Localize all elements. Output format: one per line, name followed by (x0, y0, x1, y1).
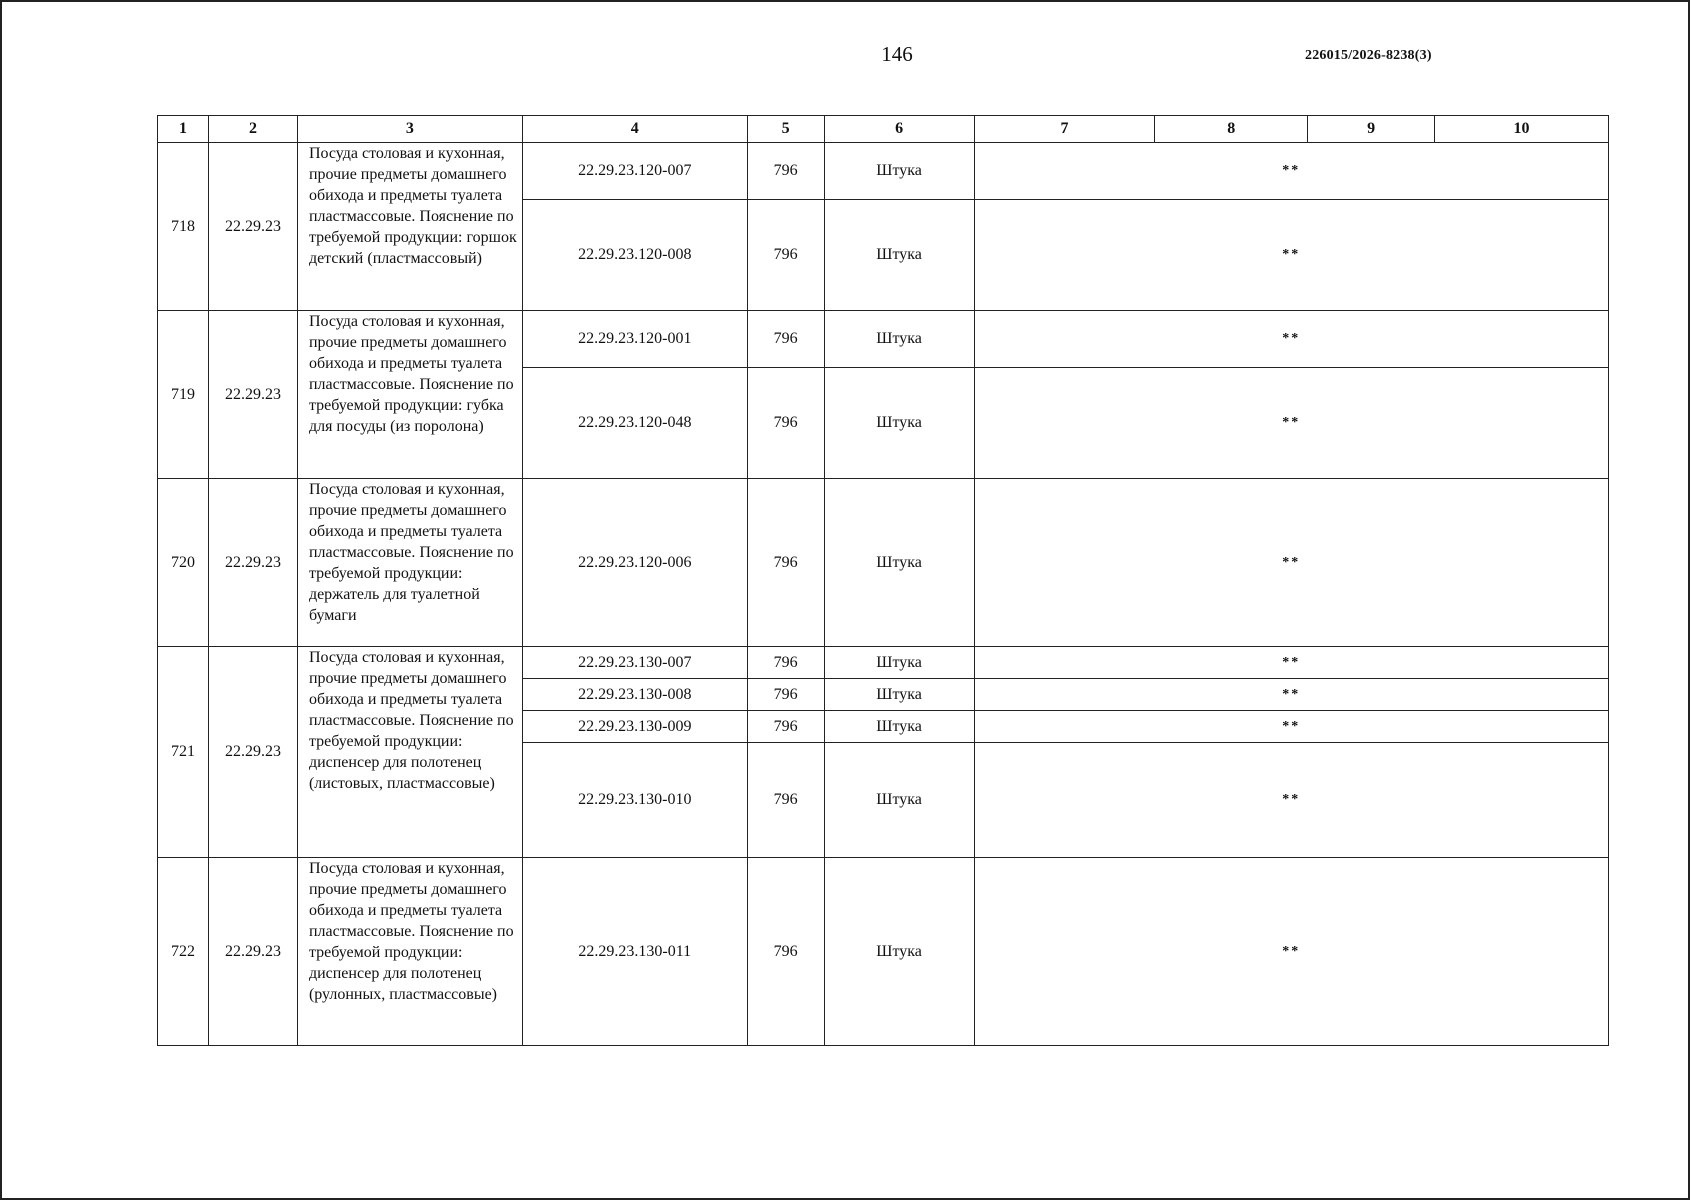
characteristics-mark: ** (974, 479, 1608, 647)
column-header-5: 5 (747, 116, 824, 143)
unit-name: Штука (824, 143, 974, 200)
unit-name: Штука (824, 743, 974, 858)
ktru-code: 22.29.23.130-011 (522, 858, 747, 1046)
characteristics-mark: ** (974, 143, 1608, 200)
row-number: 718 (158, 143, 209, 311)
characteristics-mark: ** (974, 311, 1608, 368)
document-reference: 226015/2026-8238(3) (1305, 48, 1432, 63)
ktru-code: 22.29.23.130-010 (522, 743, 747, 858)
table-row (158, 479, 1609, 647)
row-number: 721 (158, 647, 209, 858)
okei-code: 796 (747, 743, 824, 858)
column-header-10: 10 (1435, 116, 1609, 143)
column-header-4: 4 (522, 116, 747, 143)
characteristics-mark: ** (974, 743, 1608, 858)
table-row (158, 143, 1609, 200)
okei-code: 796 (747, 368, 824, 479)
column-header-8: 8 (1155, 116, 1308, 143)
okei-code: 796 (747, 200, 824, 311)
characteristics-mark: ** (974, 711, 1608, 743)
characteristics-mark: ** (974, 858, 1608, 1046)
unit-name: Штука (824, 711, 974, 743)
column-header-9: 9 (1308, 116, 1435, 143)
table-row (158, 647, 1609, 679)
characteristics-mark: ** (974, 368, 1608, 479)
table-row (158, 858, 1609, 1046)
column-header-7: 7 (974, 116, 1155, 143)
okei-code: 796 (747, 679, 824, 711)
ktru-code: 22.29.23.130-009 (522, 711, 747, 743)
okei-code: 796 (747, 858, 824, 1046)
unit-name: Штука (824, 368, 974, 479)
okei-code: 796 (747, 311, 824, 368)
product-description: Посуда столовая и кухонная, прочие предметы домашнего обихода и предметы туалета пластмассовые. Пояснение по требуемой продукции: губка для посуды (из поролона) (297, 311, 522, 479)
product-description: Посуда столовая и кухонная, прочие предметы домашнего обихода и предметы туалета пластмассовые. Пояснение по требуемой продукции: горшок детский (пластмассовый) (297, 143, 522, 311)
header-row (158, 116, 1609, 143)
ktru-code: 22.29.23.120-008 (522, 200, 747, 311)
ktru-code: 22.29.23.130-007 (522, 647, 747, 679)
characteristics-mark: ** (974, 647, 1608, 679)
okpd-code: 22.29.23 (208, 143, 297, 311)
column-header-1: 1 (158, 116, 209, 143)
table-row (158, 311, 1609, 368)
characteristics-mark: ** (974, 200, 1608, 311)
unit-name: Штука (824, 200, 974, 311)
unit-name: Штука (824, 479, 974, 647)
row-number: 722 (158, 858, 209, 1046)
okpd-code: 22.29.23 (208, 647, 297, 858)
row-number: 719 (158, 311, 209, 479)
product-description: Посуда столовая и кухонная, прочие предметы домашнего обихода и предметы туалета пластмассовые. Пояснение по требуемой продукции: диспенсер для полотенец (листовых, пластмассовые) (297, 647, 522, 858)
unit-name: Штука (824, 647, 974, 679)
ktru-code: 22.29.23.120-001 (522, 311, 747, 368)
okpd-code: 22.29.23 (208, 311, 297, 479)
okei-code: 796 (747, 711, 824, 743)
ktru-code: 22.29.23.130-008 (522, 679, 747, 711)
okei-code: 796 (747, 479, 824, 647)
unit-name: Штука (824, 858, 974, 1046)
ktru-code: 22.29.23.120-006 (522, 479, 747, 647)
column-header-3: 3 (297, 116, 522, 143)
unit-name: Штука (824, 679, 974, 711)
characteristics-mark: ** (974, 679, 1608, 711)
unit-name: Штука (824, 311, 974, 368)
okpd-code: 22.29.23 (208, 858, 297, 1046)
row-number: 720 (158, 479, 209, 647)
okei-code: 796 (747, 143, 824, 200)
product-description: Посуда столовая и кухонная, прочие предметы домашнего обихода и предметы туалета пластмассовые. Пояснение по требуемой продукции: диспенсер для полотенец (рулонных, пластмассовые) (297, 858, 522, 1046)
product-description: Посуда столовая и кухонная, прочие предметы домашнего обихода и предметы туалета пластмассовые. Пояснение по требуемой продукции: держатель для туалетной бумаги (297, 479, 522, 647)
okpd-code: 22.29.23 (208, 479, 297, 647)
ktru-code: 22.29.23.120-048 (522, 368, 747, 479)
column-header-6: 6 (824, 116, 974, 143)
registry-table (157, 115, 1609, 1046)
page-number: 146 (881, 42, 913, 66)
okei-code: 796 (747, 647, 824, 679)
ktru-code: 22.29.23.120-007 (522, 143, 747, 200)
column-header-2: 2 (208, 116, 297, 143)
